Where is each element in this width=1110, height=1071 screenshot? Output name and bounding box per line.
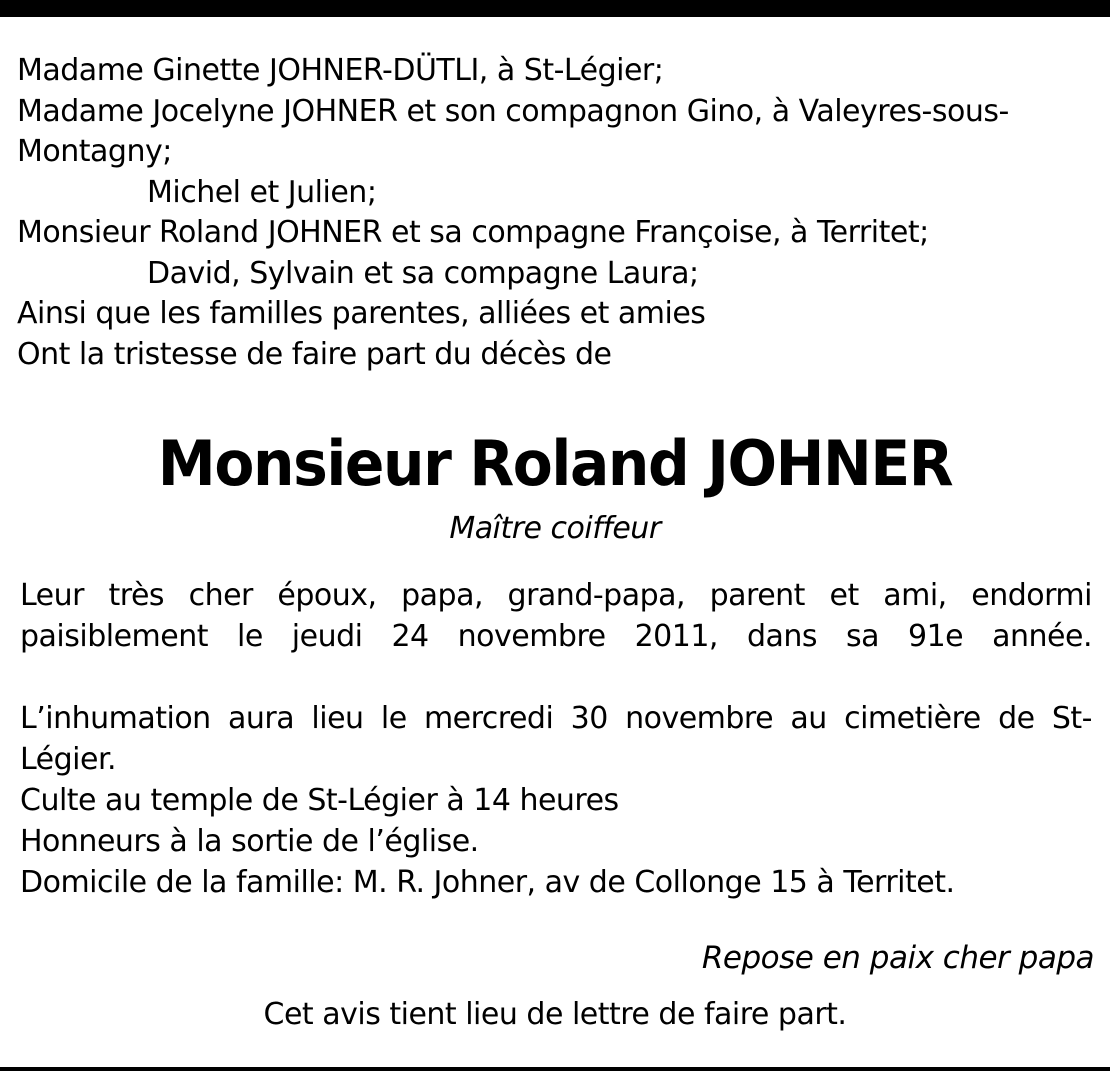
- paragraph-gap: [20, 657, 1092, 698]
- honours-line: Honneurs à la sortie de l’église.: [20, 824, 479, 859]
- family-line: Madame Jocelyne JOHNER et son compagnon Gino, à Valeyres-sous-: [17, 93, 1009, 129]
- bottom-rule: [0, 1067, 1110, 1071]
- family-line: David, Sylvain et sa compagne Laura;: [147, 255, 699, 291]
- family-list: [17, 51, 1107, 375]
- service-line: Culte au temple de St-Légier à 14 heures: [20, 783, 619, 818]
- domicile-line: Domicile de la famille: M. R. Johner, av de Collonge 15 à Territet.: [20, 865, 955, 900]
- top-rule: [0, 0, 1110, 17]
- family-line: Montagny;: [17, 134, 172, 169]
- tribute-line: paisiblement le jeudi 24 novembre 2011, dans sa 91e année.: [20, 619, 1092, 654]
- footnote: Cet avis tient lieu de lettre de faire part.: [263, 997, 847, 1032]
- burial-line: Légier.: [20, 742, 117, 777]
- deceased-profession: Maître coiffeur: [449, 511, 661, 546]
- notice-body: [20, 575, 1092, 903]
- burial-line: L’inhumation aura lieu le mercredi 30 novembre au cimetière de St-: [20, 701, 1092, 736]
- family-line: Ont la tristesse de faire part du décès de: [17, 336, 612, 372]
- family-line: Monsieur Roland JOHNER et sa compagne Françoise, à Territet;: [17, 215, 929, 250]
- family-line: Ainsi que les familles parentes, alliées et amies: [17, 296, 706, 331]
- deceased-name: Monsieur Roland JOHNER: [157, 427, 953, 500]
- epitaph: Repose en paix cher papa: [701, 940, 1094, 976]
- tribute-line: Leur très cher époux, papa, grand-papa, parent et ami, endormi: [20, 578, 1092, 613]
- family-line: Madame Ginette JOHNER-DÜTLI, à St-Légier;: [17, 53, 664, 88]
- family-line: Michel et Julien;: [147, 174, 377, 210]
